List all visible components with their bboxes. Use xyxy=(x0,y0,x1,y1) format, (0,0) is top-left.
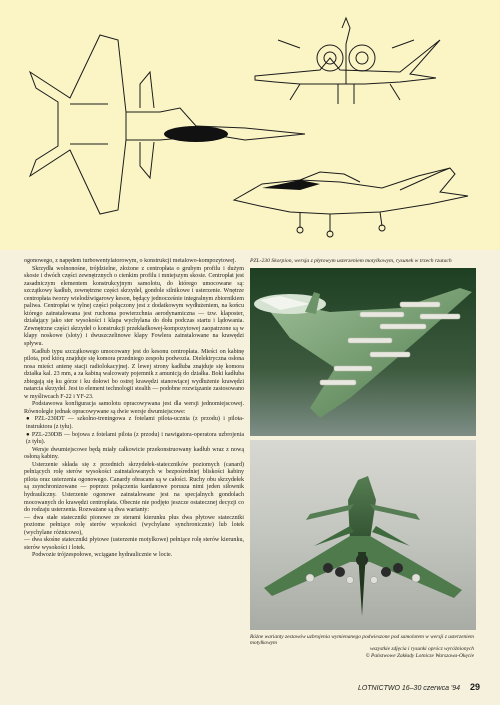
credit-line-1: wszystkie zdjęcia i rysunki oprócz wyróżnionych xyxy=(369,646,474,653)
caption-bottom xyxy=(250,634,474,660)
article-paragraph: — dwa skośne stateczniki płytowe (usterzenie motylkowe) pełniące rolę sterów kierunku, sterów wysokości i lotek. xyxy=(24,537,244,551)
article-paragraph: Skrzydła wolnonośne, trójdzielne, złożone z centropłata o grubym profilu i dużym skosie i dwóch części zewnętrznych o cienkim profilu i mniejszym skosie. Centropłat jest zasadniczym elementem konstrukcyjnym samolotu, do którego umocowane są: szczątkowy kadłub, zewnętrzne części skrzydeł, gondole silnikowe i usterzenie. Wnętrze centropłata tworzy wielodźwigarowy keson, będący jednocześnie integralnym zbiornikiem paliwa. Centropłat w tylnej części połączony jest z dodatkowym wydłużeniem, na końcu którego zainstalowana jest ruchoma powierzchnia aerodynamiczna — tzw. klaposter, działający jako ster wysokości i klapa wychylana do dołu podczas startu i lądowania. Zewnętrzne części skrzydeł o konstrukcji przekładkowej-kompozytowej zaopatrzone są w klapy noskowe (sloty) i dwuszczelinowe klapy Fowlera zainstalowane na krawędzi spływu. xyxy=(24,265,244,348)
article-paragraph: ogonowego, z napędem turbowentylatorowym, o konstrukcji metalowo-kompozytowej. xyxy=(24,258,237,264)
photo-bottom-svg xyxy=(250,440,476,630)
page-footer xyxy=(330,682,480,692)
article-paragraph: Kadłub typu szczątkowego umocowany jest do kesonu centropłata. Mieści on kabinę pilota, pod którą znajduje się komora przedniego zespołu podwozia. Dielektryczna osłona nosa mieści antenę stacji radiolokacyjnej. Z lewej strony kadłuba znajduje się komora działka kal. 23 mm, a za kabiną walcowaty pojemnik z amunicją do działka. Boki kadłuba zbiegają się ku górze i ku dołowi bo ostrej krawędzi stanowiącej wydłużenie krawędzi natarcia skrzydeł. Jest to element technologii stealth — podobne rozwiązanie zastosowano w myśliwcach F-22 i YF-23. xyxy=(24,348,244,400)
article-paragraph: ● PZL-230DT — szkolno-treningowa z fotelami pilota-ucznia (z przodu) i pilota-instruktora (z tyłu). xyxy=(26,416,244,431)
magazine-name: LOTNICTWO 16–30 czerwca '94 xyxy=(357,685,461,692)
article-paragraph: Usterzenie składa się z przednich skrzydełek-stateczników poziomych (canard) pełniących rolę sterów wysokości zainstalowanych w bezpośredniej bliskości kabiny pilota oraz usterzenia ogonowego. Canardy obracane są w całości. Ruchy obu skrzydełek są zsynchronizowane — poprzez połączenia kardanowe porusza nimi jeden siłownik hydrauliczny. Usterzenie ogonowe zainstalowane jest na specjalnych gondolach mocowanych do krawędzi centropłata. Obecnie nie podjęto jeszcze ostatecznej decyzji co do rodzaju usterzenia. Rozważane są dwa warianty: xyxy=(24,461,244,514)
canopy-side xyxy=(262,180,320,190)
photo-column xyxy=(250,258,476,678)
caption-top: PZL-230 Skorpion, wersja z płytowym usterzeniem motylkowym, rysunek w trzech rzutach xyxy=(250,258,452,264)
article-paragraph: Podstawowa konfiguracja samolotu opracowywana jest dla wersji jednomiejscowej. Równolegle jednak opracowywane są dwie wersje dwumiejscowe: xyxy=(24,401,244,415)
article-paragraph: — dwa stałe stateczniki pionowe ze sterami kierunku plus dwa płytowe stateczniki poziome pełniące rolę sterów wysokości (wychylane synchronicznie) lub lotek (wychylane różnicowo), xyxy=(24,514,244,536)
canopy-plan xyxy=(164,126,228,142)
photo-top-svg xyxy=(250,268,476,436)
photo-top xyxy=(250,268,476,436)
credit-line-2: © Państwowe Zakłady Lotnicze Warszawa-Okęcie xyxy=(365,652,474,659)
three-view-drawing xyxy=(0,0,500,250)
plan-view xyxy=(30,35,305,214)
three-view-svg xyxy=(0,0,500,250)
article-text xyxy=(24,258,244,678)
article-paragraph: Wersje dwumiejscowe będą miały całkowicie przekonstruowany kadłub wraz z nową osłoną kabiny. xyxy=(24,446,244,461)
side-view xyxy=(234,168,468,237)
caption-bottom-text: Różne warianty zestawów uzbrojenia wymienanego podwieszone pod samolotem w wersji z usterzeniem motylkowym xyxy=(250,633,474,646)
article-paragraph: Podwozie trójzespołowe, wciągane hydraulicznie w locie. xyxy=(32,552,173,559)
front-view xyxy=(255,18,440,104)
page-number: 29 xyxy=(469,682,480,692)
article-paragraph: ● PZL-230DB — bojowa z fotelami pilota (z przodu) i nawigatora-operatora uzbrojenia (z tyłu). xyxy=(26,431,244,446)
photo-bottom xyxy=(250,440,476,630)
